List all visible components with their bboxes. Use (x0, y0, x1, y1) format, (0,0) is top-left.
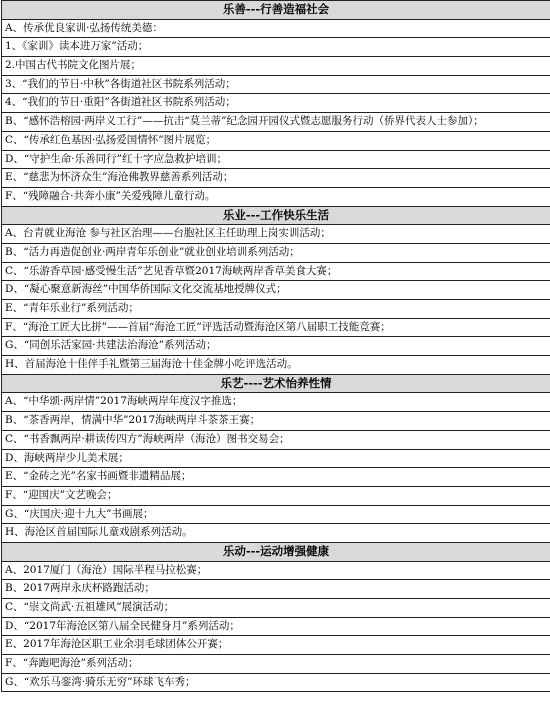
activity-item: E、“金砖之光”名家书画暨非遗精品展； (2, 468, 550, 487)
activity-item: C、“传承红色基因·弘扬爱国情怀”图片展览； (2, 132, 550, 151)
activity-item: A、传承优良家训·弘扬传统美德： (2, 20, 550, 39)
section-header: 乐艺----艺术怡养性情 (2, 375, 550, 394)
activity-item: G、“欢乐马銮湾·骑乐无穷”环球飞车秀； (2, 674, 550, 693)
activity-item: 2.中国古代书院文化图片展； (2, 57, 550, 76)
activity-item: F、“奔跑吧海沧”系列活动； (2, 655, 550, 674)
activity-item: 4、“我们的节日·重阳”各街道社区书院系列活动； (2, 94, 550, 113)
activity-item: G、“同创乐活家园·共建法治海沧”系列活动； (2, 337, 550, 356)
activity-item: 1、《家训》读本进万家”活动； (2, 38, 550, 57)
activity-item: B、“活力再造促创业·两岸青年乐创业”就业创业培训系列活动； (2, 244, 550, 263)
activity-table (1, 0, 550, 692)
activity-item: B、2017两岸永庆杯路跑活动； (2, 580, 550, 599)
activity-item: D、“2017年海沧区第八届全民健身月”系列活动； (2, 618, 550, 637)
activity-item: F、“迎国庆”文艺晚会； (2, 487, 550, 506)
activity-item: F、“残障融合·共奔小康”关爱残障儿童行动。 (2, 188, 550, 207)
activity-item: D、“守护生命·乐善同行”红十字应急救护培训； (2, 151, 550, 170)
section-header: 乐业---工作快乐生活 (2, 207, 550, 226)
activity-item: G、“庆国庆·迎十九大”书画展； (2, 506, 550, 525)
activity-item: A、2017厦门（海沧）国际半程马拉松赛； (2, 562, 550, 581)
activity-item: H、首届海沧十佳伴手礼暨第三届海沧十佳金牌小吃评选活动。 (2, 356, 550, 375)
activity-item: C、“书香飘两岸·耕读传四方”海峡两岸（海沧）图书交易会； (2, 431, 550, 450)
activity-item: E、2017年海沧区职工业余羽毛球团体公开赛； (2, 636, 550, 655)
activity-item: B、“茶香两岸，情满中华”2017海峡两岸斗茶茶王赛； (2, 412, 550, 431)
activity-item: A、“中华颂·两岸情”2017海峡两岸年度汉字推选； (2, 393, 550, 412)
activity-item: E、“慈悲为怀济众生”海沧佛教界慈善系列活动； (2, 169, 550, 188)
activity-item: D、“凝心聚意新海丝”中国华侨国际文化交流基地授牌仪式； (2, 281, 550, 300)
activity-item: E、“青年乐业行”系列活动； (2, 300, 550, 319)
activity-item: D、海峡两岸少儿美术展； (2, 450, 550, 469)
activity-item: C、“乐游香草园·感受慢生活”艺见香草暨2017海峡两岸香草美食大赛； (2, 263, 550, 282)
activity-item: H、海沧区首届国际儿童戏剧系列活动。 (2, 524, 550, 543)
activity-item: A、台青就业海沧 参与社区治理——台胞社区主任助理上岗实训活动； (2, 225, 550, 244)
section-header: 乐善---行善造福社会 (2, 1, 550, 20)
activity-item: B、“感怀浩榕园·两岸义工行”——抗击“莫兰蒂”纪念园开园仪式暨志愿服务行动（侨界代表人士参加）； (2, 113, 550, 132)
activity-item: F、“海沧工匠大比拼”——首届“海沧工匠”评选活动暨海沧区第八届职工技能竞赛； (2, 319, 550, 338)
activity-item: C、“崇文尚武·五祖雄风”展演活动； (2, 599, 550, 618)
activity-item: 3、“我们的节日·中秋”各街道社区书院系列活动； (2, 76, 550, 95)
section-header: 乐动---运动增强健康 (2, 543, 550, 562)
